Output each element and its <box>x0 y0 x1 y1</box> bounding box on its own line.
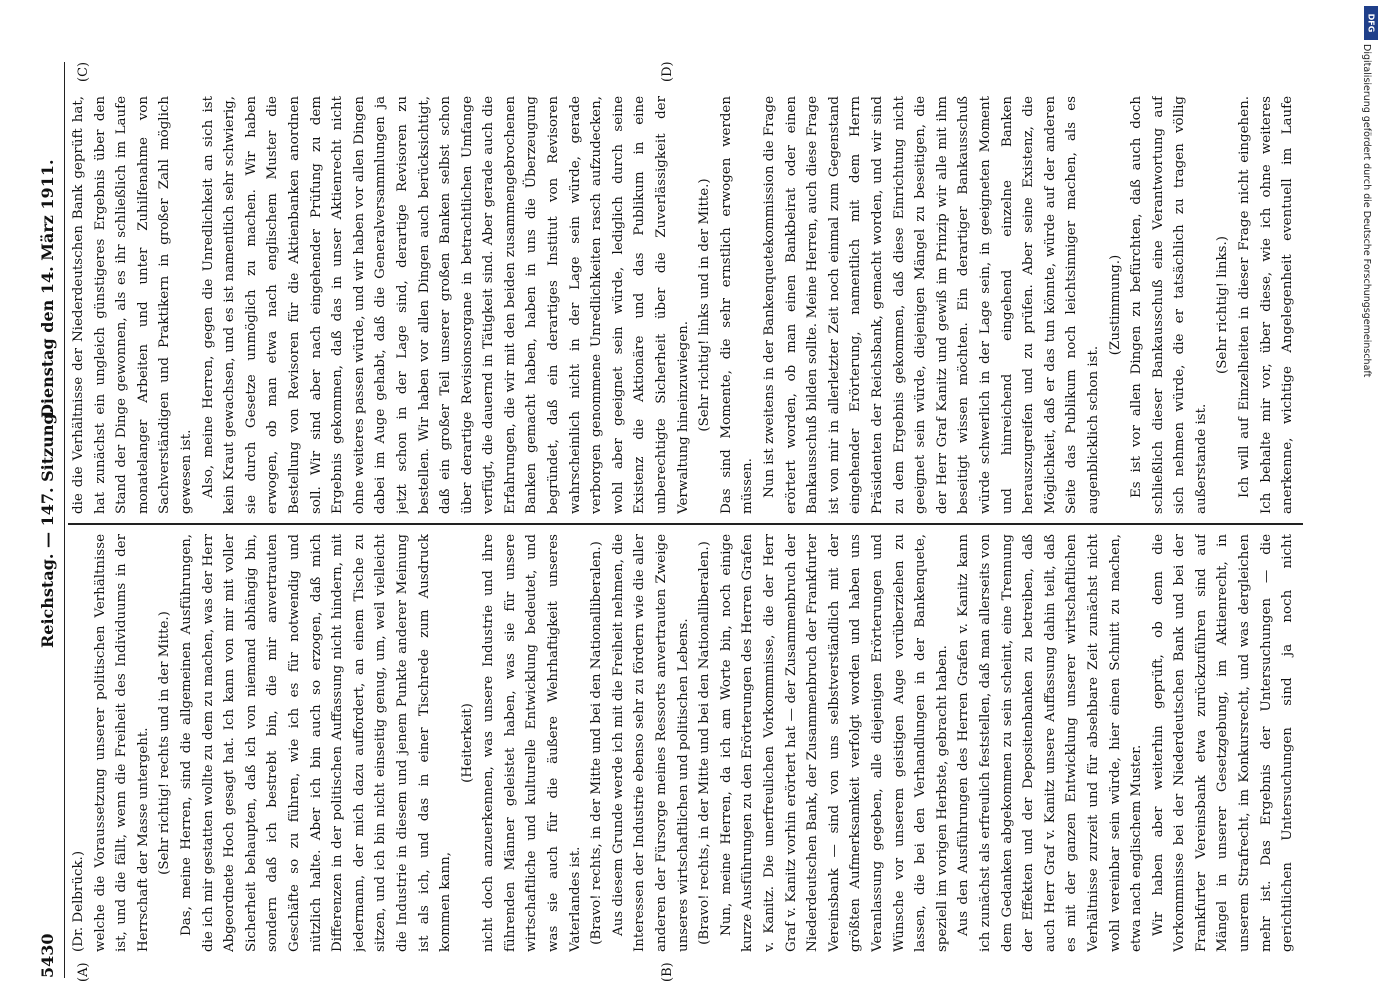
paragraph: Wir haben aber weiterhin geprüft, ob denn die Vorkommnisse bei der Niederdeutschen Bank und bei der Frankfurter Vereinsbank etwa zurückzuführen sind auf Mängel in unserer Gesetzgebung, im Aktienrecht, in unserem Strafrecht, im Konkursrecht, und was dergleichen mehr ist. Das Ergebnis der Untersuchungen — die gerichtlichen Untersuchungen sind ja noch nicht <box>1150 534 1296 952</box>
paragraph: Nun, meine Herren, da ich am Worte bin, noch einige kurze Ausführungen zu den Erörterungen des Herren Grafen v. Kanitz. Die unerfreulichen Vorkommnisse, die der Herr Graf v. Kanitz vorhin erörtert hat — der Zusammenbruch der Niederdeutschen Bank, der Zusammenbruch der Frankfurter Vereinsbank — sind von uns selbstverständlich mit der größten Aufmerksamkeit verfolgt worden und haben uns Veranlassung gegeben, alle diejenigen Erörterungen und Wünsche vor unserem geistigen Auge vorüberziehen zu lassen, die bei den Verhandlungen in der Bankenquete, speziell im vorigen Herbste, gebracht haben. <box>718 534 950 952</box>
margin-marker-a: (A) <box>76 962 91 982</box>
paragraph: Das sind Momente, die sehr ernstlich erwogen werden müssen. <box>718 96 756 514</box>
paragraph: Ich will auf Einzelheiten in dieser Frage nicht eingehen. Ich behalte mir vor, über diese, wie ich ohne weiteres anerkenne, wichtige Angelegenheit eventuell im Laufe <box>1237 96 1296 514</box>
session-date: Dienstag den 14. März 1911. <box>38 159 57 418</box>
margin-marker-d: (D) <box>660 61 675 82</box>
interjection: (Sehr richtig! links.) <box>1215 236 1231 374</box>
rotated-page <box>20 40 1350 1000</box>
margin-marker-c: (C) <box>76 61 91 82</box>
interjection: (Zustimmung.) <box>1107 254 1123 356</box>
paragraph: Also, meine Herren, gegen die Unredlichkeit an sich ist kein Kraut gewachsen, und es ist namentlich sehr schwierig, sie durch Gesetze unmöglich zu machen. Wir haben erwogen, ob man etwa nach englischem Muster die Bestellung von Revisoren für die Aktienbanken anordnen soll. Wir sind aber nach eingehender Prüfung zu dem Ergebnis gekommen, daß das in unser Aktienrecht nicht ohne weiteres passen würde, und wir haben vor allen Dingen dabei im Auge gehabt, daß die Generalversammlungen ja jetzt schon in der Lage sind, derartige Revisoren zu bestellen. Wir haben vor allen Dingen auch berücksichtigt, daß ein großer Teil unserer großen Banken selbst schon über derartige Revisionsorgane in betrachtlichen Umfange verfügt, die dauernd in Tätigkeit sind. Aber gerade auch die Erfahrungen, die wir mit den beiden zusammengebrochenen Banken gemacht haben, haben in uns die Überzeugung begründet, daß ein derartiges Institut von Revisoren wahrscheinlich nicht in der Lage sein würde, gerade verborgen genommene Unredlichkeiten rasch aufzudecken, wohl aber geeignet sein würde, lediglich durch seine Existenz die Aktionäre und das Publikum in eine unberechtigte Sicherheit über die Zuverlässigkeit der Verwaltung hineinzuwiegen. <box>200 96 691 514</box>
header-rule <box>64 62 65 978</box>
right-column <box>68 96 1303 514</box>
left-column <box>68 534 1303 952</box>
page-header <box>38 62 66 978</box>
paragraph: Nun ist zweitens in der Bankenquetekommission die Frage erörtert worden, ob man einen Bankbeirat oder einen Bankausschuß bilden sollte. Meine Herren, auch diese Frage ist von mir in allerletzter Zeit noch einmal zum Gegenstand eingehender Erörterung, namentlich mit dem Herrn Präsidenten der Reichsbank, gemacht worden, und wir sind zu dem Ergebnis gekommen, daß diese Einrichtung nicht geeignet sein würde, diejenigen Mängel zu beseitigen, die der Herr Graf Kanitz und gewiß im Prinzip wir alle mit ihm beseitigt wissen möchten. Ein derartiger Bankausschuß würde schwerlich in der Lage sein, in geeigneten Moment und hinreichend eingehend einzelne Banken herauszugreifen und zu prüfen. Aber seine Existenz, die Möglichkeit, daß er das tun könnte, würde auf der anderen Seite das Publikum noch leichtsinniger machen, als es augenblicklich schon ist. <box>762 96 1101 514</box>
digitization-notice: Digitalisierung gefördert durch die Deutsche Forschungsgemeinschaft <box>1361 44 1372 378</box>
paragraph: welche die Voraussetzung unserer politischen Verhältnisse ist, und die fällt, wenn die Freiheit des Individuums in der Herrschaft der Masse untergeht. <box>92 534 151 952</box>
speaker-note: (Dr. Delbrück.) <box>71 850 86 952</box>
interjection: (Sehr richtig! links und in der Mitte.) <box>697 178 713 432</box>
paragraph: die die Verhältnisse der Niederdeutschen Bank geprüft hat, hat zunächst ein ungleich günstigeres Ergebnis über den Stand der Dinge gewonnen, als es ihr schließlich im Laufe monatelanger Arbeiten und unter Zuhilfenahme von Sachverständigen und Praktikern in großer Zahl möglich gewesen ist. <box>71 96 194 514</box>
paragraph: Aus diesem Grunde werde ich mit die Freiheit nehmen, die Interessen der Industrie ebenso sehr zu fördern wie die aller anderen der Fürsorge meines Ressorts anvertrauten Zweige unseres wirtschaftlichen und politischen Lebens. <box>610 534 691 952</box>
paragraph: Das, meine Herren, sind die allgemeinen Ausführungen, die ich mir gestatten wollte zu dem zu machen, was der Herr Abgeordnete Hoch gesagt hat. Ich kann von mir mit voller Sicherheit behaupten, daß ich von niemand abhängig bin, sondern daß ich bestrebt bin, die mir anvertrauten Geschäfte so zu führen, wie ich es für notwendig und nützlich halte. Aber ich bin auch so erzogen, daß mich Differenzen in der politischen Auffassung nicht hindern, mit jedermann, der mich dazu auffordert, an einem Tische zu sitzen, und ich bin nicht einseitig genug, um, weil vielleicht die Industrie in diesem und jenem Punkte anderer Meinung ist als ich, und das in einer Tischrede zum Ausdruck kommen kann, <box>178 534 454 952</box>
interjection: (Heiterkeit) <box>459 703 475 783</box>
paragraph: nicht doch anzuerkennen, was unsere Industrie und ihre führenden Männer geleistet haben, was sie für unsere wirtschaftliche und kulturelle Entwicklung bedeutet, und was sie auch für die äußere Wehrhaftigkeit unseres Vaterlandes ist. <box>481 534 583 952</box>
interjection: (Bravo! rechts, in der Mitte und bei den Nationalliberalen.) <box>697 541 713 945</box>
interjection: (Bravo! rechts, in der Mitte und bei den Nationalliberalen.) <box>589 541 605 945</box>
dfg-logo: DFG <box>1364 6 1378 40</box>
page-number: 5430 <box>38 933 57 978</box>
margin-marker-b: (B) <box>660 962 675 982</box>
column-divider <box>68 523 1303 525</box>
session-title: Reichstag. — 147. Sitzung. <box>38 407 57 648</box>
paragraph: Aus den Ausführungen des Herren Grafen v. Kanitz kann ich zunächst als erfreulich feststellen, daß man allerseits von dem Gedanken abgekommen zu sein scheint, eine Trennung der Effekten und der Depositenbanken zu betreiben, daß auch Herr Graf v. Kanitz unsere Auffassung dahin teilt, daß es mit der ganzen Entwicklung unserer wirtschaftlichen Verhältnisse zurzeit und für absehbare Zeit zunächst nicht wohl vereinbar sein würde, hier einen Schnitt zu machen, etwa nach englischem Muster. <box>956 534 1145 952</box>
interjection: (Sehr richtig! rechts und in der Mitte.) <box>157 611 173 875</box>
paragraph: Es ist vor allen Dingen zu befürchten, daß auch doch schließlich dieser Bankausschuß eine Verantwortung auf sich nehmen würde, die er tatsächlich zu tragen völlig außerstande ist. <box>1129 96 1209 514</box>
